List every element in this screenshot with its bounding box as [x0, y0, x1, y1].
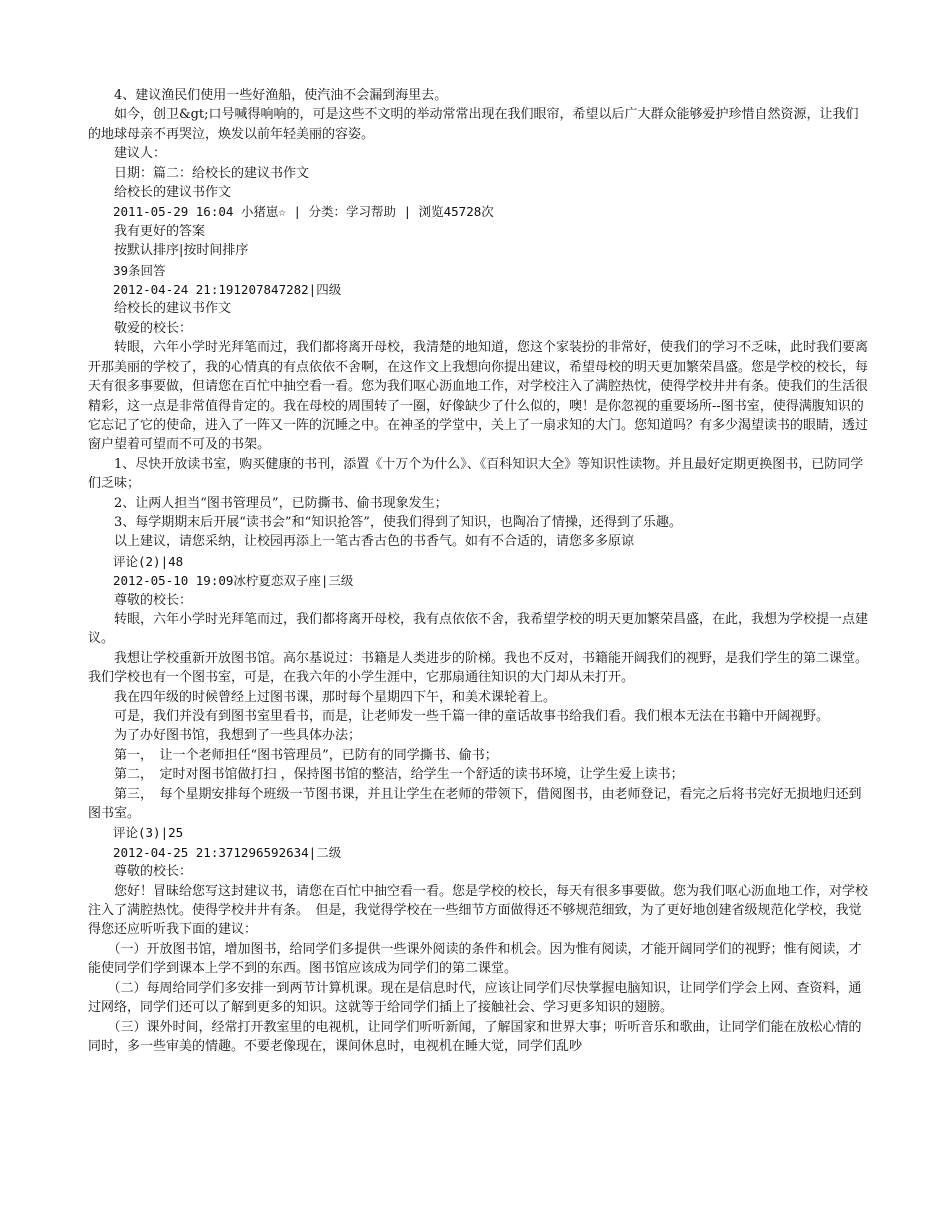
paragraph: 3、每学期期末后开展“读书会”和“知识抢答”，使我们得到了知识，也陶冶了情操，还得到了乐趣。 [88, 514, 682, 530]
paragraph: （一）开放图书馆，增加图书，给同学们多提供一些课外阅读的条件和机会。因为惟有阅读，才能开阔同学们的视野；惟有阅读，才能使同学们学到课本上学不到的东西。图书馆应该成为同学们的第二课堂。 [88, 941, 862, 977]
question-meta: 2011-05-29 16:04 小猪崽☆ | 分类：学习帮助 | 浏览45728次 [88, 204, 494, 220]
paragraph: 1、尽快开放读书室，购买健康的书刊，添置《十万个为什么》、《百科知识大全》等知识性读物。并且最好定期更换图书，已防同学们乏味； [88, 456, 864, 492]
text-line: 尊敬的校长： [88, 864, 193, 880]
paragraph: 为了办好图书馆，我想到了一些具体办法； [88, 728, 362, 744]
paragraph: 我想让学校重新开放图书馆。高尔基说过：书籍是人类进步的阶梯。我也不反对，书籍能开阔我们的视野，是我们学生的第二课堂。我们学校也有一个图书室，可是，在我六年的小学生涯中，它那扇通往知识的大门却从未打开。 [88, 650, 869, 686]
text-line: 尊敬的校长： [88, 592, 193, 608]
sort-options[interactable]: 按默认排序|按时间排序 [88, 243, 249, 259]
answer-meta: 2012-04-25 21:371296592634|二级 [88, 844, 342, 860]
text-line: 如今，创卫&gt;口号喊得响响的，可是这些不文明的举动常常出现在我们眼帘，希望以后广大群众能够爱护珍惜自然资源，让我们的地球母亲不再哭泣，焕发以前年轻美丽的容姿。 [88, 107, 859, 142]
paragraph: （三）课外时间，经常打开教室里的电视机，让同学们听听新闻，了解国家和世界大事；听听音乐和歌曲，让同学们能在放松心情的同时，多一些审美的情趣。不要老像现在，课间休息时，电视机在睡大觉，同学们乱吵 [88, 1019, 862, 1054]
text-line: 4、建议渔民们使用一些好渔船，使汽油不会漏到海里去。 [88, 88, 448, 103]
paragraph: 以上建议，请您采纳，让校园再添上一笔古香古色的书香气。如有不合适的，请您多多原谅 [88, 534, 635, 550]
document-body [88, 86, 868, 1056]
paragraph: 可是，我们并没有到图书室里看书，而是，让老师发一些千篇一律的童话故事书给我们看。我们根本无法在书籍中开阔视野。 [88, 709, 830, 724]
text-line: 建议人： [88, 146, 167, 162]
comment-link[interactable]: 评论(2)|48 [88, 553, 184, 569]
text-line: 敬爱的校长： [88, 320, 193, 336]
text-line: 给校长的建议书作文 [88, 301, 232, 317]
paragraph: 第三， 每个星期安排每个班级一节图书课，并且让学生在老师的带领下，借阅图书，由老师登记，看完之后将书完好无损地归还到图书室。 [88, 786, 862, 822]
paragraph: （二）每周给同学们多安排一到两节计算机课。现在是信息时代，应该让同学们尽快掌握电脑知识，让同学们学会上网、查资料，通过网络，同学们还可以了解到更多的知识。这就等于给同学们插上了接触社会、学习更多知识的翅膀。 [88, 980, 862, 1016]
paragraph: 2、让两人担当“图书管理员”，已防撕书、偷书现象发生； [88, 495, 448, 511]
answer-meta: 2012-05-10 19:09冰柠夏恋双子座|三级 [88, 573, 354, 589]
comment-link[interactable]: 评论(3)|25 [88, 825, 184, 841]
paragraph: 第一， 让一个老师担任“图书管理员”，已防有的同学撕书、偷书； [88, 747, 498, 763]
answer-meta: 2012-04-24 21:191207847282|四级 [88, 282, 342, 298]
paragraph: 第二， 定时对图书馆做打扫 ，保持图书馆的整洁，给学生一个舒适的读书环境，让学生爱上读书； [88, 767, 684, 783]
text-line: 日期：篇二：给校长的建议书作文 [88, 165, 310, 181]
answer-count: 39条回答 [88, 262, 166, 278]
paragraph: 我在四年级的时候曾经上过图书课，那时每个星期四下午，和美术课轮着上。 [88, 689, 557, 705]
paragraph: 转眼，六年小学时光拜笔而过，我们都将离开母校，我清楚的地知道，您这个家装扮的非常好，使我们的学习不乏味，此时我们要离开那美丽的学校了，我的心情真的有点依依不舍啊，在这作文上我想向你提出建议，希望母校的明天更加繁荣昌盛。您是学校的校长，每天有很多事要做，但请您在百忙中抽空看一看。您为我们呕心沥血地工作，对学校注入了满腔热忱，使得学校井井有条。使我们的生活很精彩，这一点是非常值得肯定的。我在母校的周围转了一圈，好像缺少了什么似的，噢！是你忽视的重要场所--图书室，使得满腹知识的它忘记了它的使命，进入了一阵又一阵的沉睡之中。在神圣的学堂中，关上了一扇求知的大门。您知道吗？有多少渴望读书的眼睛，透过窗户望着可望而不可及的书架。 [88, 340, 869, 453]
paragraph: 您好！冒昧给您写这封建议书，请您在百忙中抽空看一看。您是学校的校长，每天有很多事要做。您为我们呕心沥血地工作，对学校注入了满腔热忱。使得学校井井有条。 但是，我觉得学校在一些细节方面做得还不够规范细致，为了更好地创建省级规范化学校，我觉得您还应听听我下面的建议： [88, 883, 869, 938]
text-line: 给校长的建议书作文 [88, 185, 232, 201]
paragraph: 转眼，六年小学时光拜笔而过，我们都将离开母校，我有点依依不舍，我希望学校的明天更加繁荣昌盛，在此，我想为学校提一点建议。 [88, 611, 869, 647]
better-answer-link[interactable]: 我有更好的答案 [88, 223, 206, 239]
